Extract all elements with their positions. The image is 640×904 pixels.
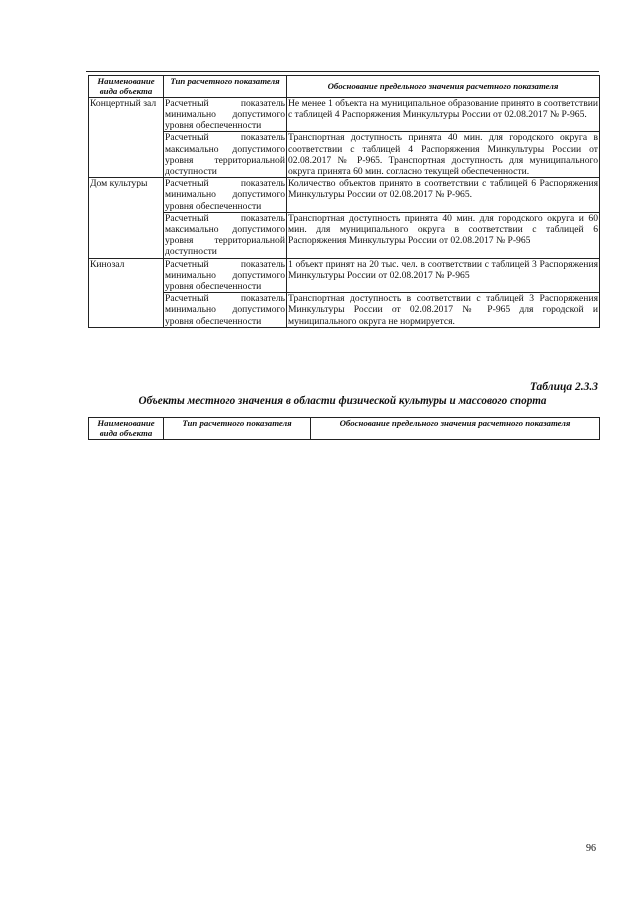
table-cultural-objects — [88, 75, 600, 328]
header-basis: Обоснование предельного значения расчетного показателя — [311, 418, 600, 440]
table-row — [89, 97, 600, 132]
header-indicator-type: Тип расчетного показателя — [164, 418, 311, 440]
cell-basis: Транспортная доступность принята 40 мин. для городского округа и 60 мин. для муниципального округа в соответствии с таблицей 6 Распоряжения Минкультуры России от 02.08.2017 № Р-965 — [287, 212, 600, 258]
cell-indicator-type: Расчетный показатель минимально допустимого уровня обеспеченности — [165, 293, 285, 327]
cell-indicator-type: Расчетный показатель минимально допустимого уровня обеспеченности — [165, 178, 285, 212]
table-caption-number: Таблица 2.3.3 — [529, 381, 598, 393]
cell-indicator-type: Расчетный показатель максимально допустимого уровня территориальной доступности — [165, 132, 285, 178]
table-row — [89, 212, 600, 258]
header-object-name: Наименование вида объекта — [89, 76, 164, 98]
cell-object-name: Концертный зал — [89, 97, 164, 177]
cell-indicator-type: Расчетный показатель минимально допустимого уровня обеспеченности — [165, 258, 285, 293]
table-header-row — [89, 418, 600, 440]
cell-basis: Не менее 1 объекта на муниципальное образование принято в соответствии с таблицей 4 Распоряжения Минкультуры России от 02.08.2017 № Р-965. — [287, 97, 600, 132]
cell-basis: Количество объектов принято в соответствии с таблицей 6 Распоряжения Минкультуры России от 02.08.2017 № Р-965. — [287, 178, 600, 213]
cell-basis: 1 объект принят на 20 тыс. чел. в соответствии с таблицей 3 Распоряжения Минкультуры России от 02.08.2017 № Р-965 — [287, 258, 600, 293]
table-row — [89, 258, 600, 293]
cell-indicator-type: Расчетный показатель минимально допустимого уровня обеспеченности — [165, 97, 285, 132]
header-indicator-type: Тип расчетного показателя — [164, 76, 287, 98]
table-row — [89, 293, 600, 328]
table-sport-objects — [88, 417, 600, 440]
table-header-row — [89, 76, 600, 98]
header-object-name: Наименование вида объекта — [89, 418, 164, 440]
header-basis: Обоснование предельного значения расчетного показателя — [287, 76, 600, 98]
cell-indicator-type: Расчетный показатель максимально допустимого уровня территориальной доступности — [165, 212, 285, 258]
table-caption-title: Объекты местного значения в области физической культуры и массового спорта — [138, 395, 547, 407]
table-row — [89, 132, 600, 178]
top-rule — [86, 71, 599, 72]
page-number: 96 — [586, 843, 596, 854]
cell-object-name: Дом культуры — [89, 178, 164, 258]
cell-basis: Транспортная доступность в соответствии с таблицей 3 Распоряжения Минкультуры России от 02.08.2017 № Р-965 для городской и муниципального округа не нормируется. — [288, 293, 598, 327]
cell-basis: Транспортная доступность принята 40 мин. для городского округа в соответствии с таблицей 4 Распоряжения Минкультуры России от 02.08.2017 № Р-965. Транспортная доступность для муниципального округа принята 60 мин. согласно текущей обеспеченности. — [288, 132, 598, 178]
cell-object-name: Кинозал — [89, 258, 164, 327]
table-row — [89, 178, 600, 213]
